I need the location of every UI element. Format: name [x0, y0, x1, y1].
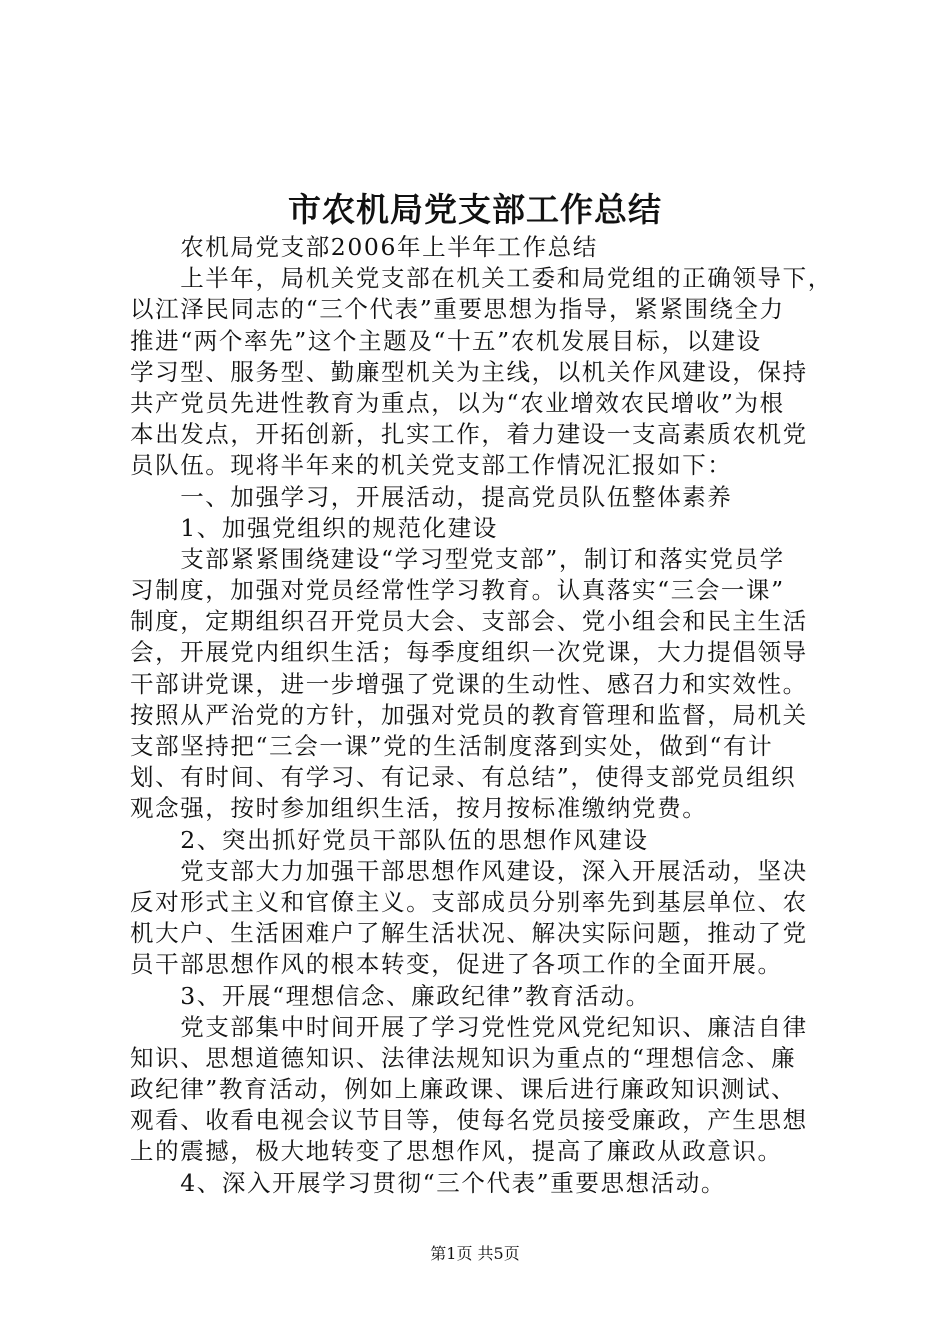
body-text-line: 本出发点，开拓创新，扎实工作，着力建设一支高素质农机党 [130, 420, 808, 449]
body-text-line: 习制度，加强对党员经常性学习教育。认真落实“三会一课” [130, 576, 785, 605]
body-text-line: 4、深入开展学习贯彻“三个代表”重要思想活动。 [130, 1168, 726, 1197]
body-text-line: 观看、收看电视会议节目等，使每名党员接受廉政，产生思想 [130, 1106, 808, 1135]
body-text-line: 机大户、生活困难户了解生活状况、解决实际问题，推动了党 [130, 919, 808, 948]
body-text-line: 1、加强党组织的规范化建设 [130, 513, 498, 542]
body-text-line: 会，开展党内组织生活；每季度组织一次党课，大力提倡领导 [130, 638, 808, 667]
body-text-line: 上的震撼，极大地转变了思想作风，提高了廉政从政意识。 [130, 1137, 783, 1166]
body-text-line: 3、开展“理想信念、廉政纪律”教育活动。 [130, 981, 651, 1010]
body-text-line: 党支部大力加强干部思想作风建设，深入开展活动，坚决 [130, 856, 808, 885]
body-text-line: 农机局党支部2006年上半年工作总结 [130, 233, 598, 261]
body-text-line: 推进“两个率先”这个主题及“十五”农机发展目标，以建设 [130, 326, 762, 355]
document-title: 市农机局党支部工作总结 [288, 190, 662, 229]
body-text-line: 制度，定期组织召开党员大会、支部会、党小组会和民主生活 [130, 607, 808, 636]
body-text-line: 知识、思想道德知识、法律法规知识为重点的“理想信念、廉 [130, 1043, 797, 1072]
body-text-line: 干部讲党课，进一步增强了党课的生动性、感召力和实效性。 [130, 669, 808, 698]
body-text-line: 支部紧紧围绕建设“学习型党支部”，制订和落实党员学 [130, 544, 785, 573]
body-text-line: 反对形式主义和官僚主义。支部成员分别率先到基层单位、农 [130, 887, 808, 916]
page-footer: 第1页 共5页 [430, 1244, 520, 1263]
body-text-line: 以江泽民同志的“三个代表”重要思想为指导，紧紧围绕全力 [130, 295, 785, 324]
body-text-line: 政纪律”教育活动，例如上廉政课、课后进行廉政知识测试、 [130, 1075, 797, 1104]
body-text-line: 学习型、服务型、勤廉型机关为主线，以机关作风建设，保持 [130, 357, 808, 386]
body-text-line: 按照从严治党的方针，加强对党员的教育管理和监督，局机关 [130, 700, 808, 729]
body-text-line: 党支部集中时间开展了学习党性党风党纪知识、廉洁自律 [130, 1012, 808, 1041]
body-text-line: 一、加强学习，开展活动，提高党员队伍整体素养 [130, 482, 733, 511]
body-text-line: 划、有时间、有学习、有记录、有总结”，使得支部党员组织 [130, 763, 797, 792]
body-text-line: 员干部思想作风的根本转变，促进了各项工作的全面开展。 [130, 950, 783, 979]
body-text-line: 员队伍。现将半年来的机关党支部工作情况汇报如下： [130, 451, 733, 480]
body-text-line: 共产党员先进性教育为重点，以为“农业增效农民增收”为根 [130, 388, 785, 417]
body-text-line: 支部坚持把“三会一课”党的生活制度落到实处，做到“有计 [130, 732, 774, 760]
body-text-line: 上半年，局机关党支部在机关工委和局党组的正确领导下， [130, 264, 833, 293]
body-text-line: 观念强，按时参加组织生活，按月按标准缴纳党费。 [130, 794, 708, 823]
body-text-line: 2、突出抓好党员干部队伍的思想作风建设 [130, 825, 649, 854]
document-body [130, 232, 835, 1199]
